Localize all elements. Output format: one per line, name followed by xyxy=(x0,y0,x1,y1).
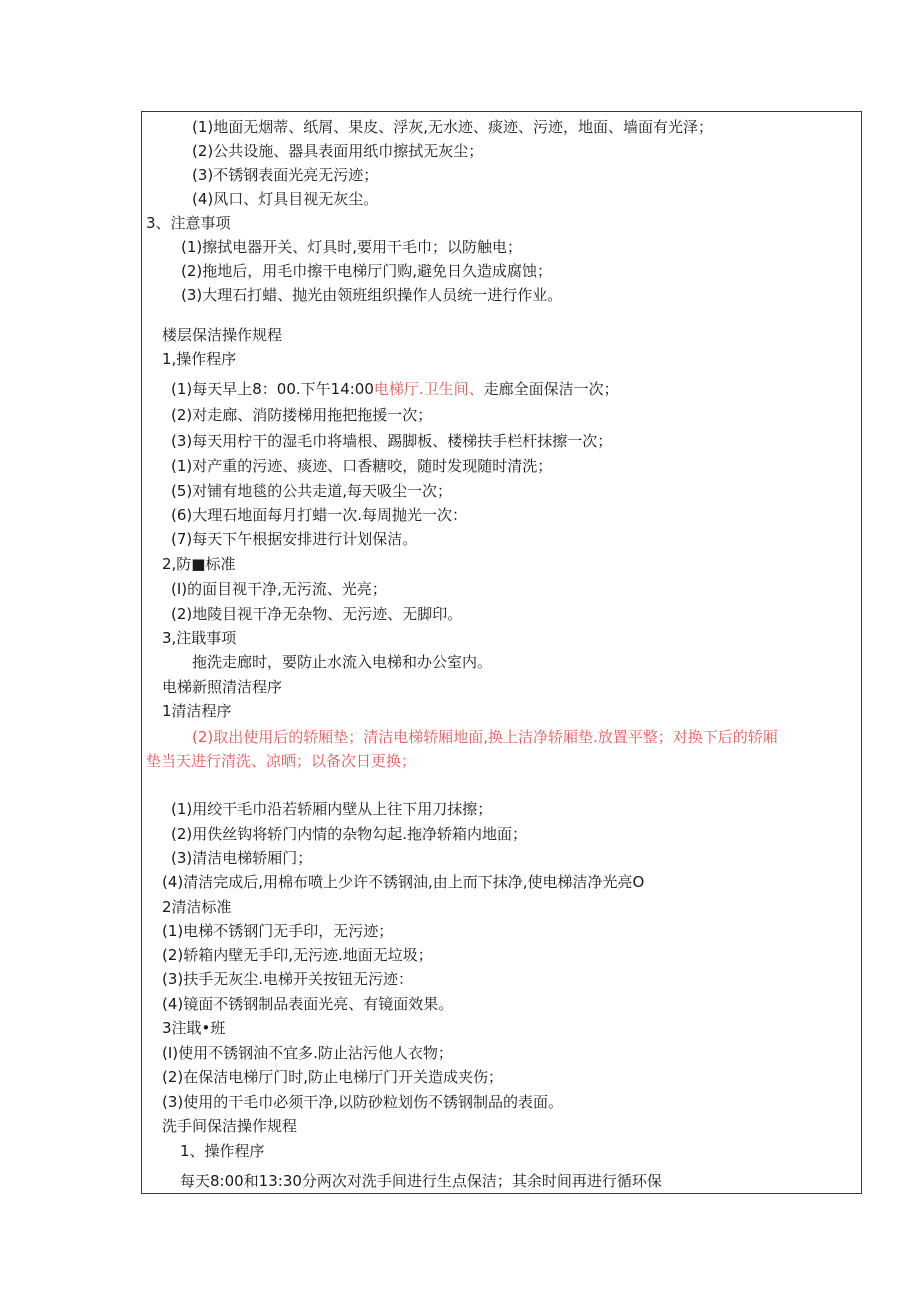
text-line: 每天8:00和13:30分两次对洗手间进行生点保洁；其余时间再进行循环保 xyxy=(180,1172,662,1190)
text-line: (7)每天下午根据安排进行计划保洁。 xyxy=(171,530,418,548)
text-line: (3)清洁电梯轿厢门； xyxy=(171,849,313,867)
text-line: (I)的面目视干净,无污流、光亮； xyxy=(171,580,387,598)
text-line: (2)轿箱内壁无手印,无污迹.地面无垃圾； xyxy=(162,946,433,964)
highlighted-text: 电梯厅.卫生间、 xyxy=(373,380,484,398)
section-heading: 1、操作程序 xyxy=(180,1142,265,1160)
text-line: (4)清洁完成后,用棉布喷上少许不锈钢油,由上而下抹净,使电梯洁净光亮O xyxy=(162,873,645,891)
text-line: (I)使用不锈钢油不宜多.防止沾污他人衣物； xyxy=(162,1044,453,1062)
section-heading: 3,注戢事项 xyxy=(162,629,237,647)
section-title: 楼层保洁操作规程 xyxy=(162,326,283,344)
section-heading: 2,防■标准 xyxy=(162,555,236,573)
text-line: 拖洗走廊时，要防止水流入电梯和办公室内。 xyxy=(192,653,493,671)
text-line: (2)对走廊、消防搂梯用拖把拖援一次； xyxy=(171,406,433,424)
text-segment: (1)每天早上8：00.下午14:00 xyxy=(171,380,374,398)
text-segment: 走廊全面保洁一次； xyxy=(483,380,619,398)
section-heading: 3注戢•班 xyxy=(162,1019,226,1037)
section-heading: 3、注意事项 xyxy=(146,214,231,232)
text-line: (6)大理石地面每月打蜡一次.每周抛光一次： xyxy=(171,506,468,524)
text-line: (1)擦拭电器开关、灯具时,要用干毛巾；以防触电； xyxy=(181,238,523,256)
text-line: (4)镜面不锈钢制品表面光亮、有镜面效果。 xyxy=(162,995,454,1013)
text-line: (3)大理石打蜡、抛光由领班组织操作人员统一进行作业。 xyxy=(181,286,563,304)
text-line: (3)每天用柠干的湿毛巾将墙根、踢脚板、楼梯扶手栏杆抹擦一次； xyxy=(171,432,613,450)
text-line: (2)拖地后，用毛巾擦干电梯厅门购,避免日久造成腐蚀； xyxy=(181,262,553,280)
text-line: (1)对产重的污迹、痰迹、口香糖咬，随时发现随时清洗； xyxy=(171,457,553,475)
text-line: (1)用绞干毛巾沿若轿厢内壁从上往下用刀抹擦； xyxy=(171,800,493,818)
section-heading: 2清洁标准 xyxy=(162,898,232,916)
highlighted-text: 垫当天进行清洗、凉晒；以备次日更换； xyxy=(146,752,417,770)
text-line: (3)使用的干毛巾必须干净,以防砂粒划伤不锈钢制品的表面。 xyxy=(162,1093,564,1111)
text-line-mixed xyxy=(171,378,619,400)
highlighted-text: (2)取出使用后的轿厢垫；清洁电梯轿厢地面,换上洁净轿厢垫.放置平整；对换下后的轿厢 xyxy=(192,728,778,746)
section-heading: 1,操作程序 xyxy=(162,350,237,368)
text-line: (4)风口、灯具目视无灰尘。 xyxy=(192,190,379,208)
text-line: (2)地陵目视干净无杂物、无污迹、无脚印。 xyxy=(171,605,463,623)
text-line: (2)在保洁电梯厅门时,防止电梯厅门开关造成夹伤； xyxy=(162,1068,504,1086)
text-line: (2)用佚丝钩将轿门内情的杂物勾起.拖净轿箱内地面； xyxy=(171,825,528,843)
section-heading: 1清洁程序 xyxy=(162,702,232,720)
text-line: (5)对铺有地毯的公共走道,每天吸尘一次； xyxy=(171,482,453,500)
section-title: 电梯新照清洁程序 xyxy=(162,678,283,696)
text-line: (3)扶手无灰尘.电梯开关按钮无污迹： xyxy=(162,970,414,988)
section-title: 洗手间保洁操作规程 xyxy=(162,1117,298,1135)
text-line: (1)电梯不锈钢门无手印，无污迹； xyxy=(162,922,394,940)
text-line: (1)地面无烟蒂、纸屑、果皮、浮灰,无水迹、痰迹、污迹，地面、墙面有光泽； xyxy=(192,118,714,136)
text-line: (2)公共设施、器具表面用纸巾擦拭无灰尘； xyxy=(192,142,484,160)
text-line: (3)不锈钢表面光亮无污迹； xyxy=(192,166,379,184)
